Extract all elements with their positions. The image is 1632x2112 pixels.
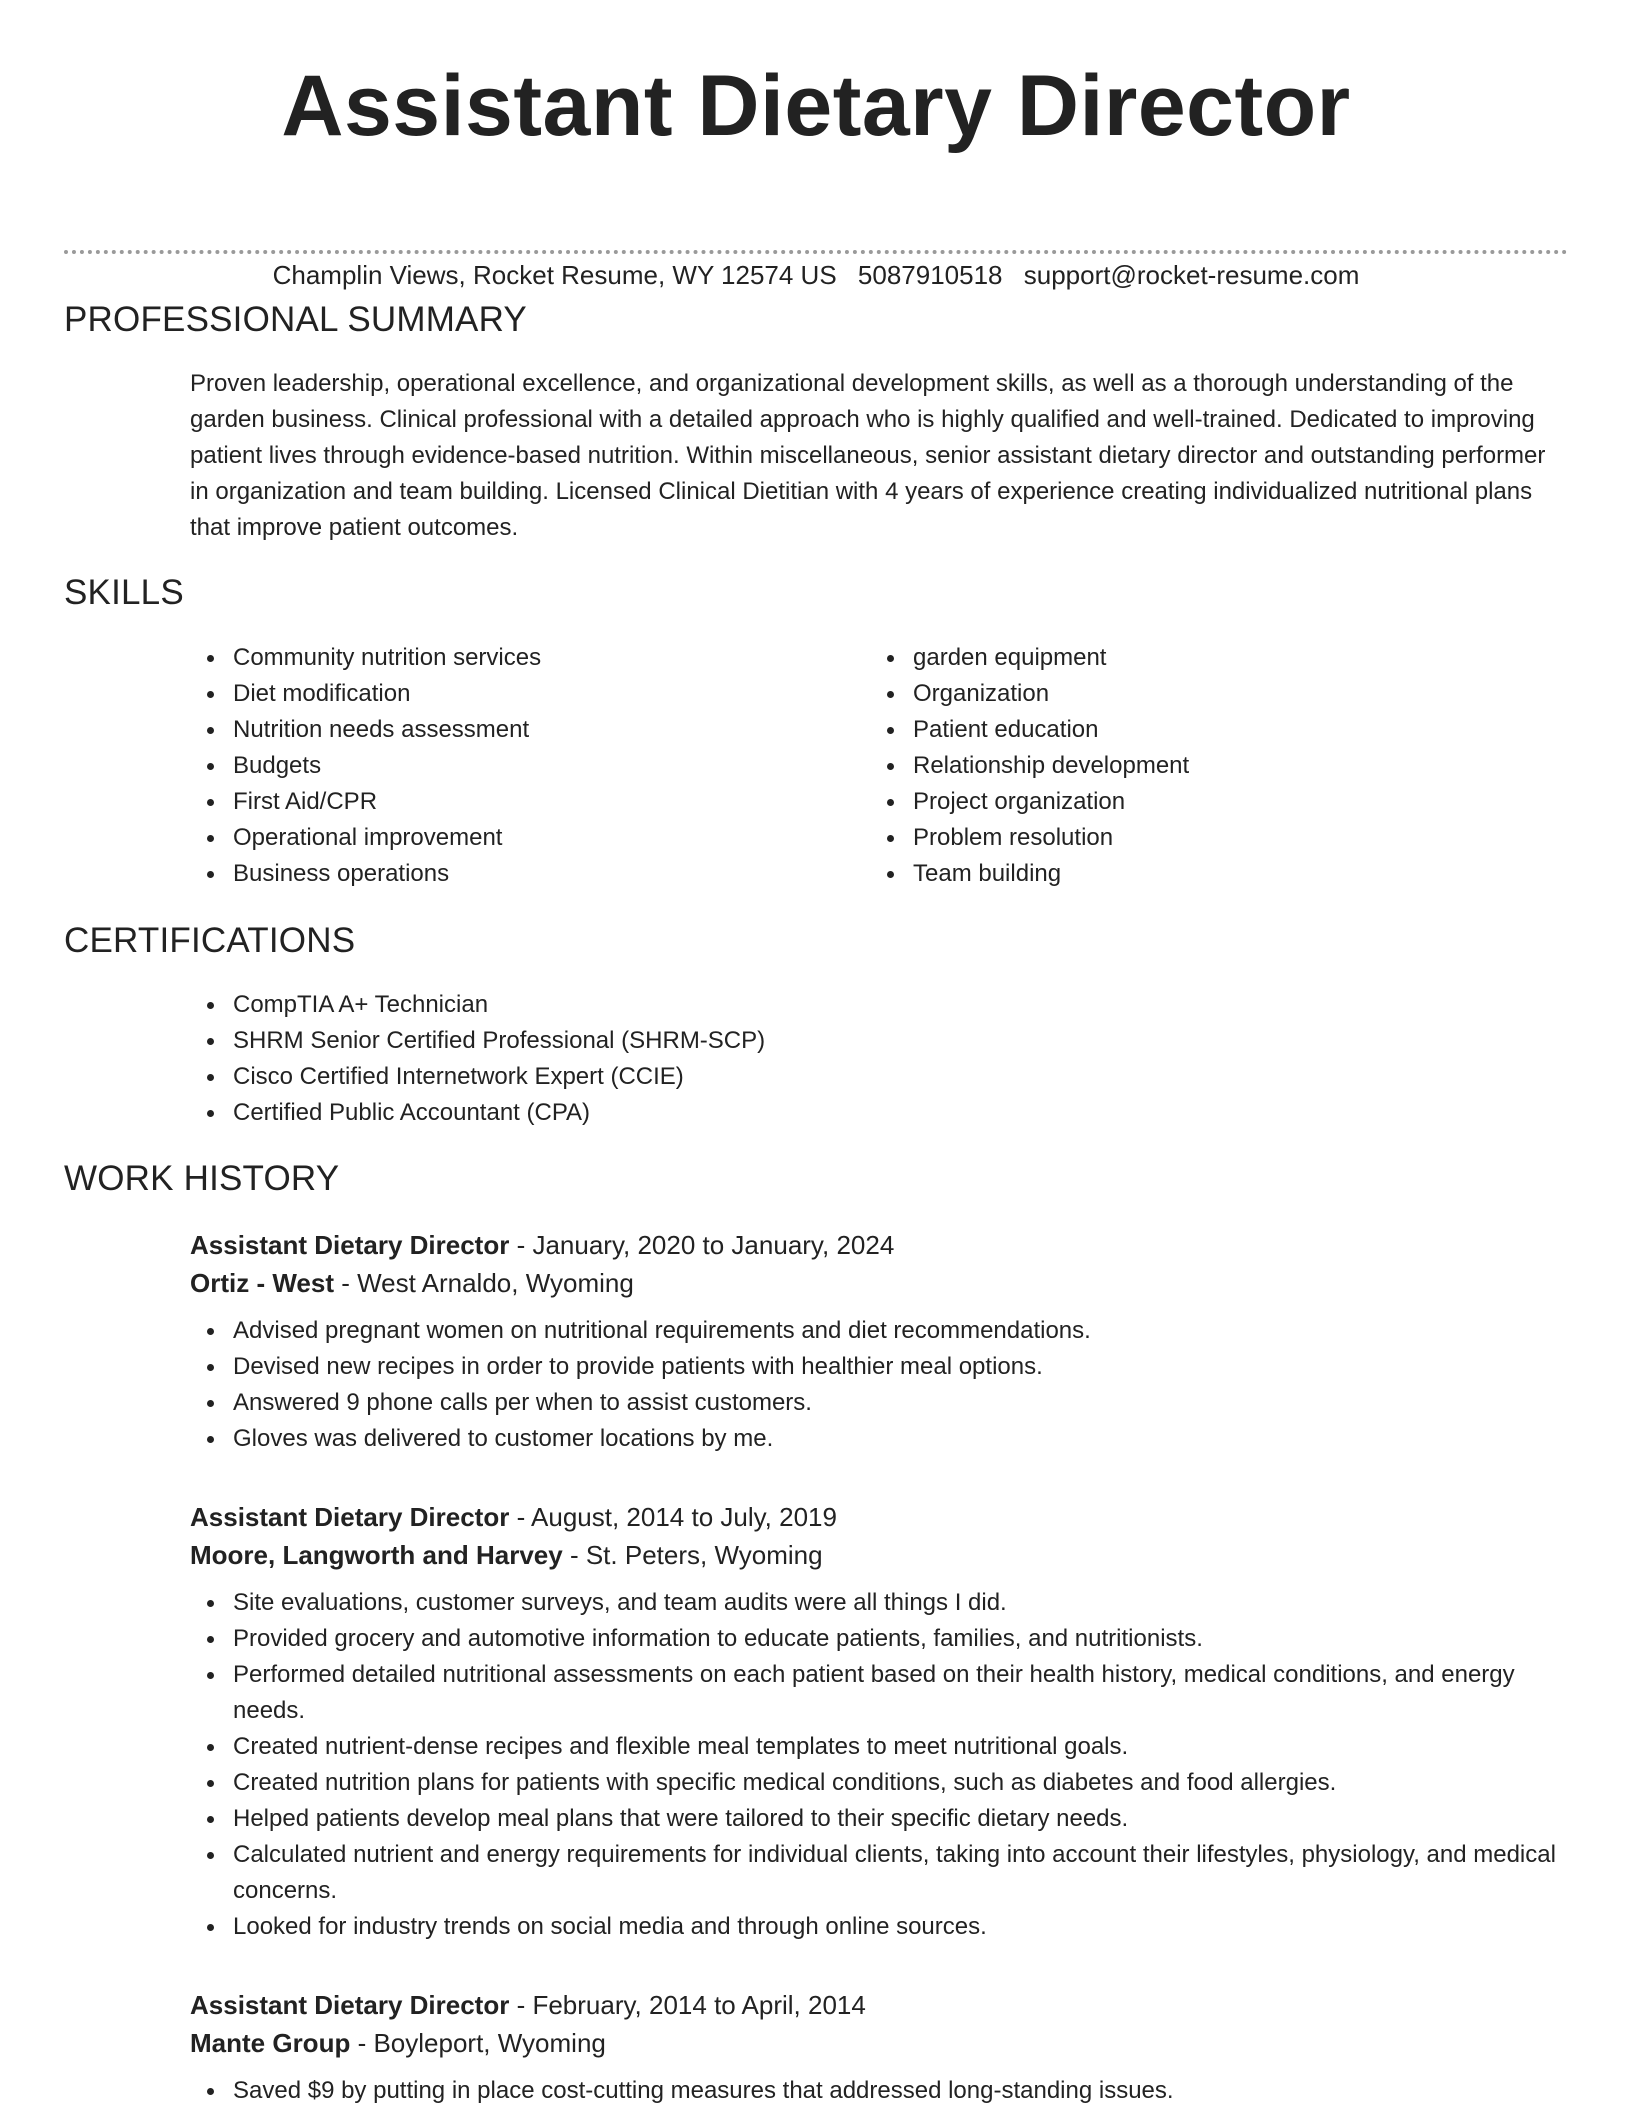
skills-heading: SKILLS (64, 573, 184, 612)
skill-item: Budgets (190, 748, 850, 784)
job-entry (190, 1498, 1570, 1945)
job-company: Ortiz - West (190, 1268, 334, 1298)
job-dates: - February, 2014 to April, 2014 (509, 1990, 866, 2020)
job-company-line (190, 2024, 1570, 2062)
certifications-heading: CERTIFICATIONS (64, 921, 356, 960)
job-bullet: Created nutrition plans for patients with specific medical conditions, such as diabetes and food allergies. (190, 1765, 1570, 1801)
skills-list-left (190, 640, 850, 892)
job-title-line (190, 1498, 1570, 1536)
job-bullet: Devised new recipes in order to provide patients with healthier meal options. (190, 1349, 1570, 1385)
job-bullet: Gloves was delivered to customer locations by me. (190, 1421, 1570, 1457)
certification-item: SHRM Senior Certified Professional (SHRM-SCP) (190, 1023, 1490, 1059)
summary-text: Proven leadership, operational excellence, and organizational development skills, as well as a thorough understanding of the garden business. Clinical professional with a detailed approach who is highly qualified and well-trained. Dedicated to improving patient lives through evidence-based nutrition. Within miscellaneous, senior assistant dietary director and outstanding performer in organization and team building. Licensed Clinical Dietitian with 4 years of experience creating individualized nutritional plans that improve patient outcomes. (190, 370, 1546, 541)
job-company: Moore, Langworth and Harvey (190, 1540, 563, 1570)
certification-item: Cisco Certified Internetwork Expert (CCIE) (190, 1059, 1490, 1095)
skill-item: Problem resolution (870, 820, 1530, 856)
certification-item: Certified Public Accountant (CPA) (190, 1095, 1490, 1131)
job-bullet: Answered 9 phone calls per when to assist customers. (190, 1385, 1570, 1421)
job-entry (190, 1226, 1570, 1457)
job-bullet: Performed detailed nutritional assessments on each patient based on their health history, medical conditions, and energy needs. (190, 1657, 1570, 1729)
job-title-line (190, 1226, 1570, 1264)
job-role: Assistant Dietary Director (190, 1230, 510, 1260)
job-bullet: Saved $9 by putting in place cost-cutting measures that addressed long-standing issues. (190, 2073, 1570, 2109)
skill-item: Patient education (870, 712, 1530, 748)
job-bullet: Advised pregnant women on nutritional requirements and diet recommendations. (190, 1313, 1570, 1349)
job-bullet: Created nutrient-dense recipes and flexible meal templates to meet nutritional goals. (190, 1729, 1570, 1765)
job-role: Assistant Dietary Director (190, 1502, 510, 1532)
skill-item: Community nutrition services (190, 640, 850, 676)
job-company-line (190, 1536, 1570, 1574)
skill-item: Organization (870, 676, 1530, 712)
candidate-name: Assistant Dietary Director (281, 58, 1351, 154)
job-bullet: Calculated nutrient and energy requirements for individual clients, taking into account their lifestyles, physiology, and medical concerns. (190, 1837, 1570, 1909)
skills-list-right (870, 640, 1530, 892)
job-title-line (190, 1986, 1570, 2024)
contact-line (0, 260, 1632, 290)
skill-item: Diet modification (190, 676, 850, 712)
summary-heading: PROFESSIONAL SUMMARY (64, 300, 527, 339)
phone: 5087910518 (857, 260, 1003, 290)
job-location: - St. Peters, Wyoming (562, 1540, 823, 1570)
header-divider (64, 250, 1568, 254)
skill-item: Business operations (190, 856, 850, 892)
skill-item: Team building (870, 856, 1530, 892)
job-dates: - January, 2020 to January, 2024 (509, 1230, 895, 1260)
job-bullets (190, 1585, 1570, 1945)
job-bullet: Looked for industry trends on social media and through online sources. (190, 1909, 1570, 1945)
job-bullet: Helped patients develop meal plans that were tailored to their specific dietary needs. (190, 1801, 1570, 1837)
skill-item: Project organization (870, 784, 1530, 820)
resume-header (0, 0, 1632, 290)
job-company-line (190, 1264, 1570, 1302)
job-location: - Boyleport, Wyoming (350, 2028, 606, 2058)
skill-item: First Aid/CPR (190, 784, 850, 820)
job-location: - West Arnaldo, Wyoming (333, 1268, 634, 1298)
job-dates: - August, 2014 to July, 2019 (509, 1502, 837, 1532)
skill-item: Relationship development (870, 748, 1530, 784)
skill-item: Nutrition needs assessment (190, 712, 850, 748)
address: Champlin Views, Rocket Resume, WY 12574 US (272, 260, 837, 290)
job-role: Assistant Dietary Director (190, 1990, 510, 2020)
job-bullet: Site evaluations, customer surveys, and team audits were all things I did. (190, 1585, 1570, 1621)
job-bullet: Provided grocery and automotive information to educate patients, families, and nutritionists. (190, 1621, 1570, 1657)
job-bullets (190, 1313, 1570, 1457)
job-entry (190, 1986, 1570, 2109)
certifications-list (190, 987, 1490, 1131)
job-bullets (190, 2073, 1570, 2109)
email: support@rocket-resume.com (1023, 260, 1360, 290)
job-company: Mante Group (190, 2028, 351, 2058)
certification-item: CompTIA A+ Technician (190, 987, 1490, 1023)
skill-item: garden equipment (870, 640, 1530, 676)
work-history-heading: WORK HISTORY (64, 1159, 340, 1198)
skill-item: Operational improvement (190, 820, 850, 856)
